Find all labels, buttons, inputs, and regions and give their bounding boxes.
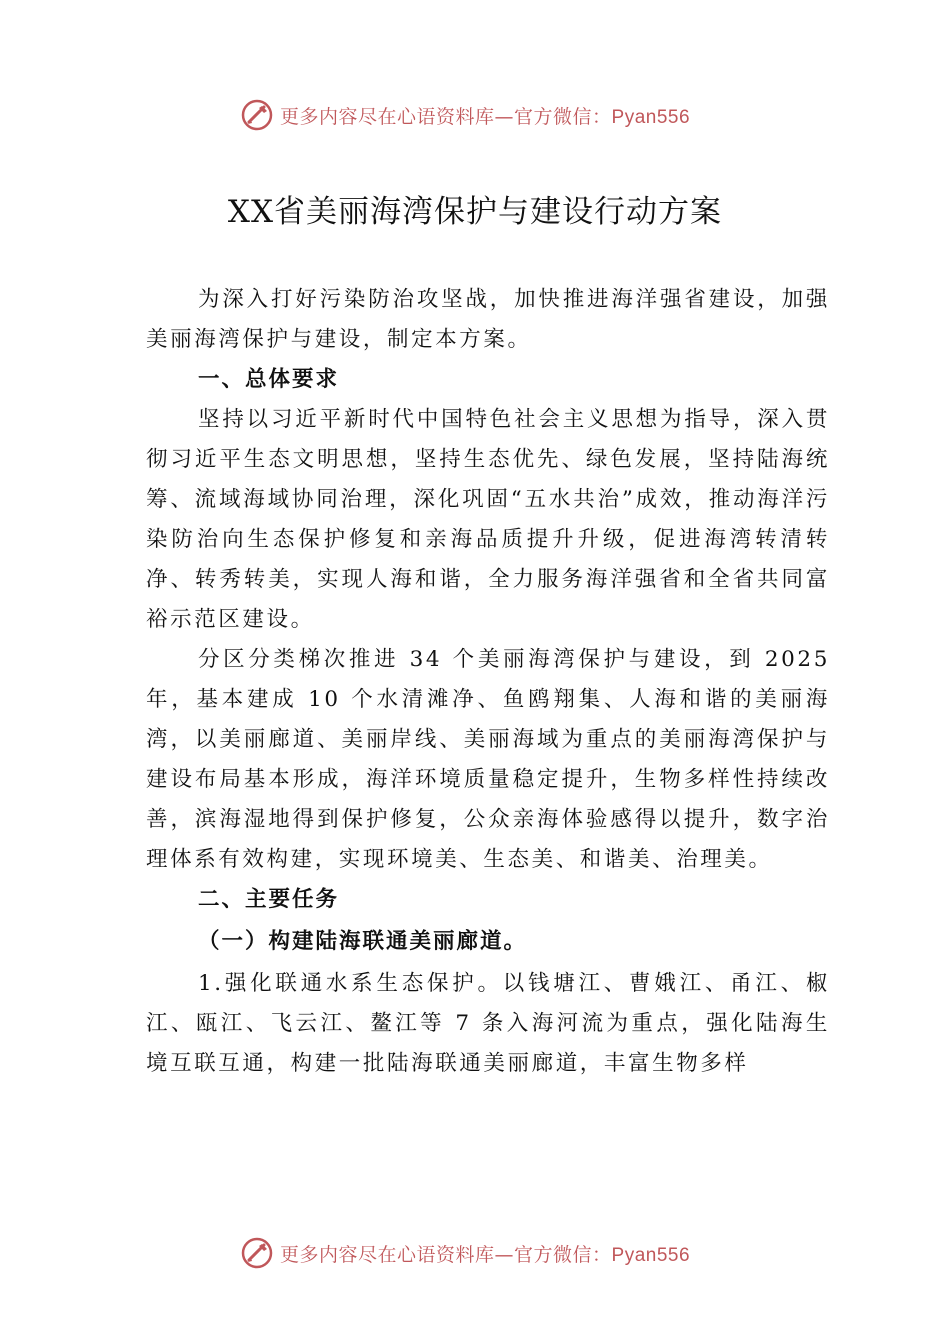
pen-logo-icon <box>240 1236 274 1270</box>
watermark-header <box>240 95 760 135</box>
document-body <box>146 280 830 1084</box>
general-requirements-paragraph: 坚持以习近平新时代中国特色社会主义思想为指导，深入贯彻习近平生态文明思想，坚持生态优先、绿色发展，坚持陆海统筹、流域海域协同治理，深化巩固“五水共治”成效，推动海洋污染防治向生态保护修复和亲海品质提升升级，促进海湾转清转净、转秀转美，实现人海和谐，全力服务海洋强省和全省共同富裕示范区建设。 <box>146 407 830 632</box>
watermark-text <box>280 1240 690 1267</box>
watermark-text <box>280 102 690 129</box>
subsection-heading-corridor: （一）构建陆海联通美丽廊道。 <box>198 929 528 954</box>
document-title: XX省美丽海湾保护与建设行动方案 <box>227 194 723 230</box>
section-heading-general-requirements: 一、总体要求 <box>198 367 340 392</box>
watermark-wechat-id: Pyan556 <box>611 106 691 128</box>
goals-paragraph: 分区分类梯次推进 34 个美丽海湾保护与建设，到 2025 年，基本建成 10 个水清滩净、鱼鸥翔集、人海和谐的美丽海湾，以美丽廊道、美丽岸线、美丽海域为重点的美丽海湾保护与建设布局基本形成，海洋环境质量稳定提升，生物多样性持续改善，滨海湿地得到保护修复，公众亲海体验感得以提升，数字治理体系有效构建，实现环境美、生态美、和谐美、治理美。 <box>146 647 830 872</box>
intro-paragraph: 为深入打好污染防治攻坚战，加快推进海洋强省建设，加强美丽海湾保护与建设，制定本方案。 <box>146 287 830 352</box>
watermark-label: 更多内容尽在心语资料库—官方微信： <box>280 1243 612 1266</box>
watermark-wechat-id: Pyan556 <box>611 1244 691 1266</box>
section-heading-main-tasks: 二、主要任务 <box>198 887 340 912</box>
pen-logo-icon <box>240 98 274 132</box>
task-paragraph-1: 1.强化联通水系生态保护。以钱塘江、曹娥江、甬江、椒江、瓯江、飞云江、鳌江等 7 条入海河流为重点，强化陆海生境互联互通，构建一批陆海联通美丽廊道，丰富生物多样 <box>146 971 830 1076</box>
watermark-label: 更多内容尽在心语资料库—官方微信： <box>280 105 612 128</box>
watermark-footer <box>240 1233 760 1273</box>
